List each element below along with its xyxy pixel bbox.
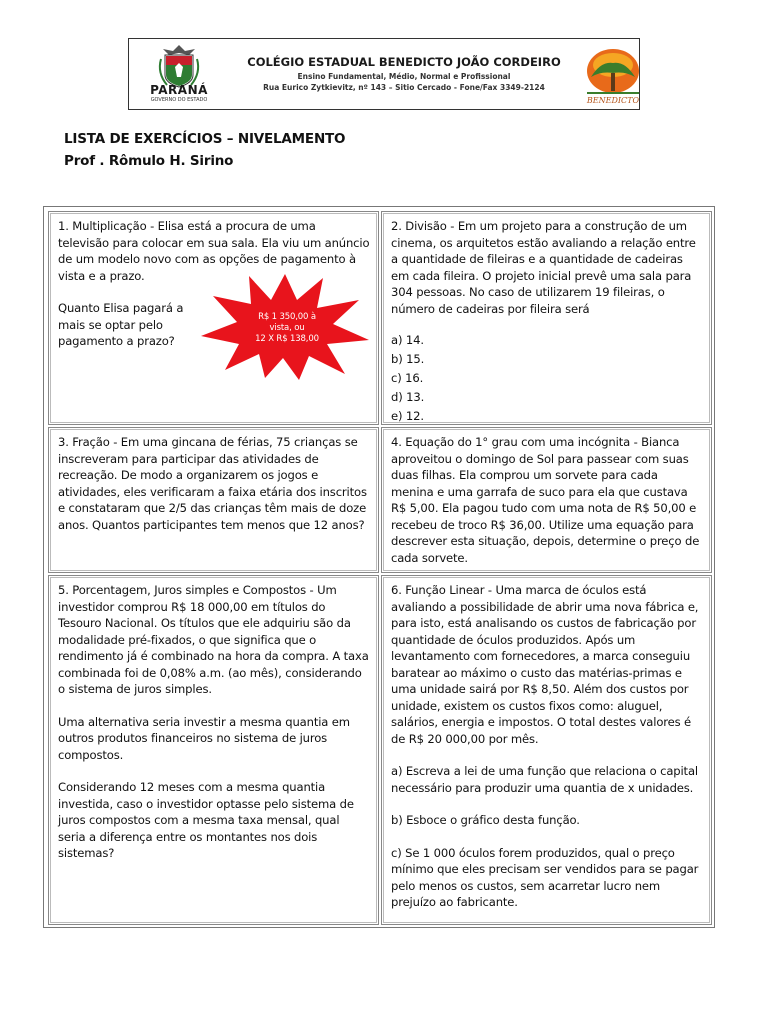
exercise-6-part-c: c) Se 1 000 óculos forem produzidos, qual o preço mínimo que eles precisam ser vendidos para se pagar pelo menos os custos, sem acarretar lucro nem prejuízo ao fabricante. (391, 845, 699, 909)
option-b: b) 15. (391, 352, 425, 366)
exercise-4-cell (381, 427, 712, 573)
worksheet-title-block (64, 128, 345, 172)
exercise-6-part-b: b) Esboce o gráfico desta função. (391, 813, 580, 827)
exercise-5-paragraph-2: Uma alternativa seria investir a mesma quantia em outros produtos financeiros no sistema de juros compostos. (58, 714, 350, 762)
price-ad-installments: 12 X R$ 138,00 (255, 334, 319, 344)
government-subtitle: GOVERNO DO ESTADO (150, 97, 208, 103)
parana-wordmark: PARANÁ (150, 83, 208, 97)
exercise-2-text: 2. Divisão - Em um projeto para a construção de um cinema, os arquitetos estão avaliando a relação entre a quantidade de fileiras e a quantidade de cadeiras em cada fileira. O projeto inicial prevê uma sala para 304 pessoas. No caso de utilizarem 19 fileiras, o número de cadeiras por fileira será (391, 219, 696, 316)
exercise-1-question: Quanto Elisa pagará a mais se optar pelo pagamento a prazo? (58, 301, 184, 348)
exercise-5-cell (48, 575, 379, 925)
school-header-banner (128, 38, 640, 110)
exercise-6-paragraph-1: 6. Função Linear - Uma marca de óculos está avaliando a possibilidade de abrir uma nova fábrica e, para isto, está analisando os custos de fabricação por quantidade de óculos produzidos. Após um levantamento com fornecedores, a marca conseguiu baratear ao máximo o custo das matérias-primas e uma unidade sairá por R$ 8,50. Além dos custos por unidade, existem os custos fixos como: aluguel, salários, energia e impostos. O total destes valores é de R$ 20 000,00 por mês. (391, 583, 699, 746)
exercise-6-part-a: a) Escreva a lei de uma função que relaciona o capital necessário para produzir uma quantia de x unidades. (391, 764, 698, 795)
exercise-2-options (391, 331, 703, 426)
price-ad-or: vista, ou (269, 323, 305, 333)
school-address: Rua Eurico Zytkievitz, nº 143 – Sitio Cercado - Fone/Fax 3349-2124 (263, 83, 545, 92)
exercise-5-paragraph-1: 5. Porcentagem, Juros simples e Compostos - Um investidor comprou R$ 18 000,00 em títulos do Tesouro Nacional. Os títulos que ele adquiriu são da modalidade pré-fixados, o que significa que o rendimento já é combinado na hora da compra. A taxa combinada foi de 0,08% a.m. (ao mês), considerando o sistema de juros simples. (58, 583, 369, 696)
exercise-grid (43, 206, 715, 928)
logo-wordmark: BENEDICTO (586, 96, 640, 105)
exercise-4-text: 4. Equação do 1° grau com uma incógnita - Bianca aproveitou o domingo de Sol para passear com suas duas filhas. Ela comprou um sorvete para cada menina e uma garrafa de suco para ela que custava R$ 5,00. Ela pagou tudo com uma nota de R$ 50,00 e recebeu de troco R$ 36,00. Utilize uma equação para descrever esta situação, depois, determine o preço de cada sorvete. (391, 435, 700, 565)
school-levels: Ensino Fundamental, Médio, Normal e Profissional (297, 72, 511, 81)
exercise-5-paragraph-3: Considerando 12 meses com a mesma quantia investida, caso o investidor optasse pelo sistema de juros compostos com a mesma taxa mensal, qual seria a diferença entre os montantes nos dois sistemas? (58, 780, 354, 860)
exercise-3-cell (48, 427, 379, 573)
price-ad-cash: R$ 1 350,00 à (258, 312, 316, 322)
school-name: COLÉGIO ESTADUAL BENEDICTO JOÃO CORDEIRO (247, 55, 561, 69)
school-tree-logo-icon (581, 47, 645, 107)
option-d: d) 13. (391, 390, 425, 404)
exercise-2-cell (381, 211, 712, 425)
option-e: e) 12. (391, 409, 424, 423)
option-a: a) 14. (391, 333, 424, 347)
price-ad-text (237, 312, 337, 345)
worksheet-title: LISTA DE EXERCÍCIOS – NIVELAMENTO (64, 131, 346, 147)
exercise-6-cell (381, 575, 712, 925)
exercise-3-text: 3. Fração - Em uma gincana de férias, 75 crianças se inscreveram para participar das atividades de recreação. De modo a organizarem os jogos e atividades, eles verificaram a faixa etária dos inscritos e constataram que 2/5 das crianças têm mais de doze anos. Quantos participantes tem menos que 12 anos? (58, 435, 367, 532)
teacher-name: Prof . Rômulo H. Sirino (64, 153, 234, 169)
option-c: c) 16. (391, 371, 424, 385)
exercise-1-intro: 1. Multiplicação - Elisa está a procura de uma televisão para colocar em sua sala. Ela viu um anúncio de um modelo novo com as opções de pagamento à vista e a prazo. (58, 219, 370, 283)
exercise-1-cell (48, 211, 379, 425)
